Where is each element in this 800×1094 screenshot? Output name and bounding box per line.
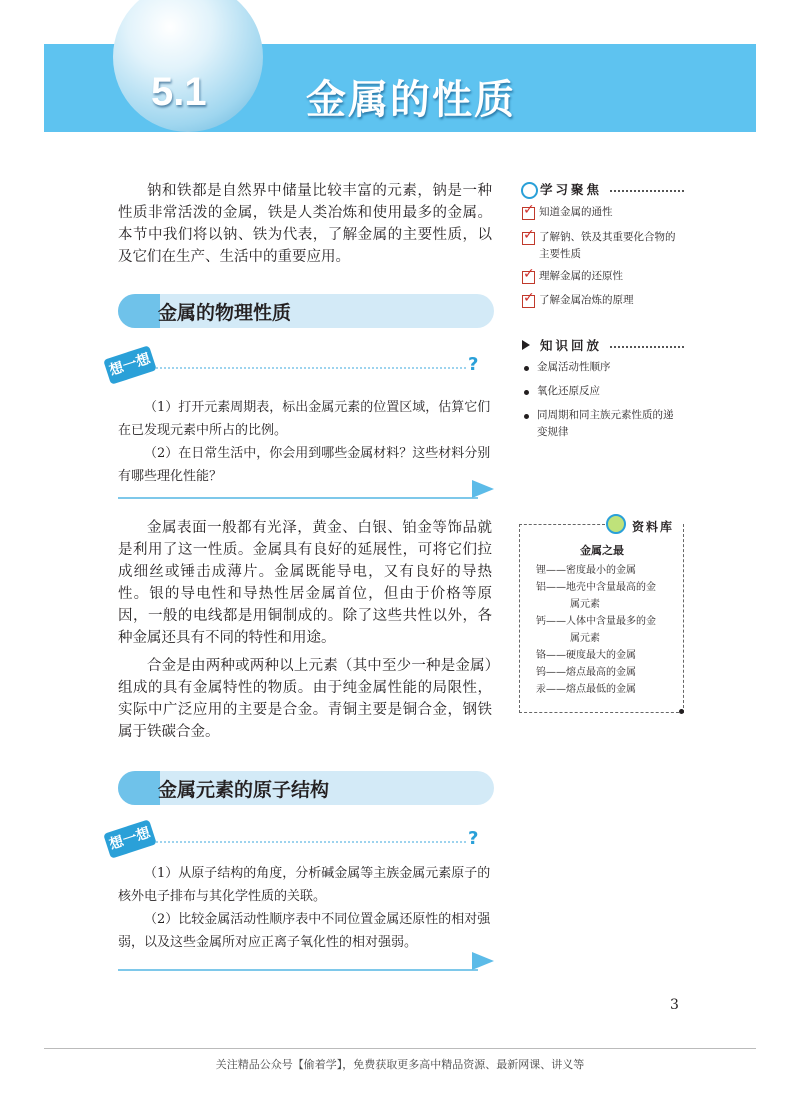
- focus-item-continued: 主要性质: [539, 248, 581, 260]
- section-heading-atomic: [118, 771, 494, 805]
- think-bottom-line: [118, 969, 478, 971]
- page-title: 金属的性质: [306, 77, 516, 123]
- intro-paragraph: 钠和铁都是自然界中储量比较丰富的元素，钠是一种性质非常活泼的金属，铁是人类冶炼和使用最多的金属。本节中我们将以钠、铁为代表，了解金属的主要性质，以及它们在生产、生活中的重要应用。: [118, 183, 492, 265]
- section-heading-label: 金属的物理性质: [158, 302, 292, 324]
- focus-item: 理解金属的还原性: [539, 270, 623, 282]
- resource-line-continued: 属元素: [570, 633, 600, 644]
- section-heading-physical: [118, 294, 494, 328]
- check-icon: [522, 232, 535, 245]
- review-item-continued: 变规律: [537, 426, 569, 438]
- check-icon: [522, 207, 535, 220]
- triangle-icon: [522, 340, 530, 350]
- question-mark-icon: ?: [468, 354, 479, 375]
- review-item: 金属活动性顺序: [537, 361, 611, 373]
- think-question-1: （1）从原子结构的角度，分析碱金属等主族金属元素原子的核外电子排布与其化学性质的关联。: [118, 866, 491, 904]
- section-number: 5.1: [151, 70, 207, 114]
- resource-top-border: [519, 524, 605, 525]
- think-bottom-line: [118, 497, 478, 499]
- resource-line: 锂——密度最小的金属: [536, 565, 636, 576]
- bullet-icon: [524, 390, 529, 395]
- think-badge: 想一想: [103, 345, 157, 385]
- think-box-1: [106, 352, 496, 502]
- resource-line: 铝——地壳中含量最高的金: [536, 582, 656, 593]
- resource-line: 铬——硬度最大的金属: [536, 650, 636, 661]
- dotted-divider: [156, 841, 466, 843]
- check-icon: [522, 295, 535, 308]
- physical-properties-paragraph: 金属表面一般都有光泽，黄金、白银、铂金等饰品就是利用了这一性质。金属具有良好的延展性，可将它们拉成细丝或锤击成薄片。金属既能导电，又有良好的导热性。银的导电性和导热性居金属首位，但由于价格等原因，一般的电线都是用铜制成的。除了这些共性以外，各种金属还具有不同的特性和用途。: [118, 520, 492, 646]
- arrow-icon: [472, 480, 494, 498]
- think-question-1: （1）打开元素周期表，标出金属元素的位置区域，估算它们在已发现元素中所占的比例。: [118, 400, 491, 438]
- review-item: 氧化还原反应: [537, 385, 600, 397]
- dotted-divider: [610, 346, 684, 348]
- think-box-2: [106, 826, 496, 976]
- think-badge: 想一想: [103, 819, 157, 859]
- focus-item: 了解钠、铁及其重要化合物的: [539, 231, 676, 243]
- bullet-icon: [524, 366, 529, 371]
- focus-icon: [521, 182, 538, 199]
- dotted-divider: [610, 190, 684, 192]
- focus-title: 学习聚焦: [540, 182, 603, 197]
- resource-subtitle: 金属之最: [580, 544, 624, 557]
- footer-text: 关注精品公众号【偷着学】，免费获取更多高中精品资源、最新网课、讲义等: [215, 1058, 585, 1071]
- alloy-paragraph: 合金是由两种或两种以上元素（其中至少一种是金属）组成的具有金属特性的物质。由于纯金属性能的局限性，实际中广泛应用的主要是合金。青铜主要是铜合金，钢铁属于铁碳合金。: [118, 658, 492, 740]
- think-question-2: （2）比较金属活动性顺序表中不同位置金属还原性的相对强弱，以及这些金属所对应正离子氧化性的相对强弱。: [118, 912, 491, 950]
- page-number: 3: [670, 997, 679, 1013]
- resource-line: 钙——人体中含量最多的金: [536, 616, 656, 627]
- review-item: 同周期和同主族元素性质的递: [537, 409, 674, 421]
- footer-divider: [44, 1048, 756, 1049]
- review-title: 知识回放: [540, 338, 603, 353]
- think-question-2: （2）在日常生活中，你会用到哪些金属材料？这些材料分别有哪些理化性能？: [118, 446, 491, 484]
- dotted-divider: [156, 367, 466, 369]
- end-dot: [679, 709, 684, 714]
- resource-line-continued: 属元素: [570, 599, 600, 610]
- resource-icon: [606, 514, 626, 534]
- resource-line: 汞——熔点最低的金属: [536, 684, 636, 695]
- resource-line: 钨——熔点最高的金属: [536, 667, 636, 678]
- arrow-icon: [472, 952, 494, 970]
- check-icon: [522, 271, 535, 284]
- focus-item: 知道金属的通性: [539, 206, 613, 218]
- focus-item: 了解金属冶炼的原理: [539, 294, 634, 306]
- resource-title: 资料库: [632, 520, 675, 534]
- section-heading-label: 金属元素的原子结构: [158, 779, 330, 801]
- bullet-icon: [524, 414, 529, 419]
- question-mark-icon: ?: [468, 828, 479, 849]
